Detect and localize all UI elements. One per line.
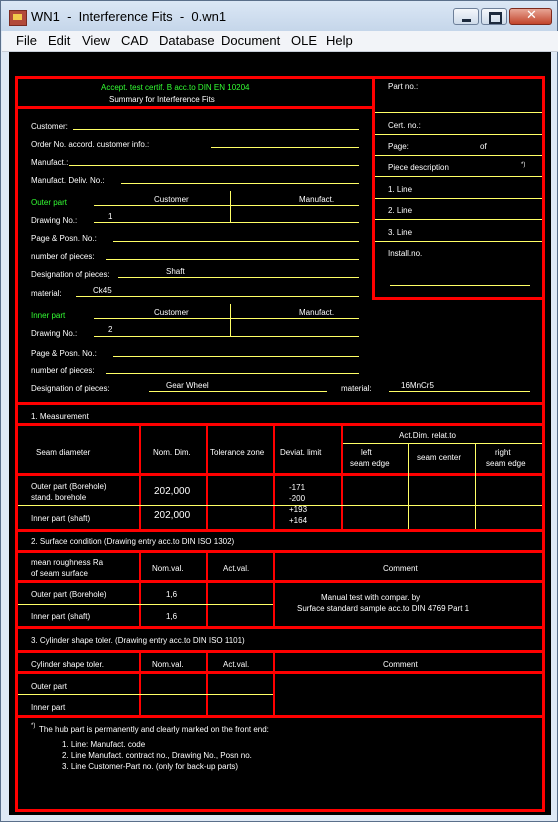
close-icon: ✕: [526, 8, 537, 23]
frame-top: [15, 76, 545, 79]
surf-act-header: Act.val.: [223, 564, 250, 573]
menu-edit[interactable]: Edit: [48, 33, 71, 48]
surf-comment-header: Comment: [383, 564, 418, 573]
surf-col-3: [273, 552, 275, 626]
menu-document[interactable]: Document: [221, 33, 281, 48]
menu-file[interactable]: File: [16, 33, 37, 48]
act-dim-header: Act.Dim. relat.to: [399, 431, 456, 440]
manufact-deliv-label: Manufact. Deliv. No.:: [31, 176, 105, 185]
install-no-line[interactable]: [390, 285, 530, 286]
line3-label: 3. Line: [388, 228, 413, 237]
summary-title: Summary for Interference Fits: [109, 95, 215, 104]
cyl-outer-label: Outer part: [31, 682, 68, 691]
part-no-label: Part no.:: [388, 82, 419, 91]
inner-number-pieces-field[interactable]: [106, 373, 359, 374]
footnote-mark: *): [31, 723, 36, 729]
rp-line-0: [375, 112, 542, 113]
menu-database[interactable]: Database: [159, 33, 215, 48]
meas-col-2: [206, 425, 208, 529]
cyl-nom-header: Nom.val.: [152, 660, 184, 669]
order-no-label: Order No. accord. customer info.:: [31, 140, 150, 149]
outer-part-heading: Outer part: [31, 198, 68, 207]
maximize-button[interactable]: [481, 8, 507, 25]
outer-borehole-label: Outer part (Borehole): [31, 482, 107, 491]
frame-footnote: [15, 715, 545, 718]
outer-designation[interactable]: Shaft: [166, 267, 185, 276]
frame-sec1: [15, 402, 545, 405]
outer-divider: [230, 191, 231, 222]
outer-number-pieces-label: number of pieces:: [31, 252, 95, 261]
frame-right: [542, 76, 545, 812]
manufact-label: Manufact.:: [31, 158, 69, 167]
inner-drawing-no[interactable]: 2: [108, 325, 113, 334]
inner-header-line: [94, 318, 359, 319]
outer-page-posn-field[interactable]: [113, 241, 359, 242]
surf-row-divider: [18, 604, 273, 605]
inner-shaft-label: Inner part (shaft): [31, 514, 91, 523]
inner-dev-upper[interactable]: +193: [289, 505, 308, 514]
measurement-heading: 1. Measurement: [31, 412, 89, 421]
frame-sec3: [15, 626, 545, 629]
surf-comment-2[interactable]: Surface standard sample acc.to DIN 4769 Part 1: [297, 604, 470, 613]
surf-inner-label: Inner part (shaft): [31, 612, 91, 621]
app-icon: [9, 10, 27, 26]
outer-drawing-no-label: Drawing No.:: [31, 216, 78, 225]
rp-line-4: [375, 198, 542, 199]
left-edge-header-1: left: [361, 448, 372, 457]
meas-col-4: [341, 425, 343, 529]
inner-dev-lower[interactable]: +164: [289, 516, 308, 525]
window-title: WN1 - Interference Fits - 0.wn1: [31, 9, 227, 24]
act-dim-underline: [343, 443, 542, 444]
menu-help[interactable]: Help: [326, 33, 353, 48]
inner-designation[interactable]: Gear Wheel: [166, 381, 209, 390]
cylinder-heading: 3. Cylinder shape toler. (Drawing entry acc.to DIN ISO 1101): [31, 636, 245, 645]
frame-sec3-cols: [15, 671, 545, 674]
cyl-row-divider: [18, 694, 273, 695]
outer-header-line: [94, 205, 359, 206]
rp-line-6: [375, 241, 542, 242]
surf-comment-1[interactable]: Manual test with compar. by: [321, 593, 421, 602]
meas-col-5: [408, 443, 409, 529]
outer-page-posn-label: Page & Posn. No.:: [31, 234, 97, 243]
roughness-header-2: of seam surface: [31, 569, 88, 578]
seam-center-header: seam center: [417, 453, 462, 462]
menu-ole[interactable]: OLE: [291, 33, 318, 48]
right-edge-header-2: seam edge: [486, 459, 526, 468]
maximize-icon: [489, 12, 502, 24]
frame-left: [15, 76, 18, 812]
frame-sec2-head: [15, 550, 545, 553]
outer-dev-lower[interactable]: -200: [289, 494, 306, 503]
of-label: of: [480, 142, 487, 151]
outer-designation-label: Designation of pieces:: [31, 270, 110, 279]
rp-line-3: [375, 176, 542, 177]
surf-outer-nom[interactable]: 1,6: [166, 590, 178, 599]
outer-designation-line: [118, 277, 359, 278]
seam-diameter-header: Seam diameter: [36, 448, 91, 457]
line2-label: 2. Line: [388, 206, 413, 215]
cert-header: Accept. test certif. B acc.to DIN EN 10204: [101, 83, 250, 92]
surf-head-bottom: [15, 580, 545, 583]
inner-designation-line: [149, 391, 327, 392]
cyl-col-2: [206, 652, 208, 715]
cyl-inner-label: Inner part: [31, 703, 66, 712]
inner-drawing-no-line: [94, 336, 359, 337]
cyl-col-3: [273, 652, 275, 715]
surf-inner-nom[interactable]: 1,6: [166, 612, 178, 621]
menu-view[interactable]: View: [82, 33, 110, 48]
inner-part-heading: Inner part: [31, 311, 66, 320]
frame-sec2: [15, 529, 545, 532]
cyl-header: Cylinder shape toler.: [31, 660, 104, 669]
right-edge-header-1: right: [495, 448, 511, 457]
surf-nom-header: Nom.val.: [152, 564, 184, 573]
outer-dev-upper[interactable]: -171: [289, 483, 306, 492]
left-edge-header-2: seam edge: [350, 459, 390, 468]
close-button[interactable]: [509, 8, 552, 25]
footnote-item-3: 3. Line Customer-Part no. (only for back-up parts): [62, 762, 239, 771]
minimize-icon: [462, 19, 471, 22]
note-mark: *): [521, 162, 526, 168]
meas-col-6: [475, 443, 476, 529]
frame-header-bottom: [15, 106, 375, 109]
rp-line-5: [375, 219, 542, 220]
meas-col-3: [273, 425, 275, 529]
inner-page-posn-label: Page & Posn. No.:: [31, 349, 97, 358]
inner-material-line: [389, 391, 530, 392]
manufact-field[interactable]: [69, 165, 359, 166]
title-bar[interactable]: [1, 1, 557, 31]
inner-nom-dim[interactable]: 202,000: [154, 510, 191, 521]
rp-line-2: [375, 155, 542, 156]
inner-page-posn-field[interactable]: [113, 356, 359, 357]
outer-drawing-no[interactable]: 1: [108, 212, 113, 221]
inner-col-customer: Customer: [154, 308, 189, 317]
frame-bottom: [15, 809, 545, 812]
outer-material[interactable]: Ck45: [93, 286, 112, 295]
stand-borehole-label: stand. borehole: [31, 493, 87, 502]
surface-heading: 2. Surface condition (Drawing entry acc.to DIN ISO 1302): [31, 537, 235, 546]
order-no-field[interactable]: [211, 147, 359, 148]
inner-number-pieces-label: number of pieces:: [31, 366, 95, 375]
customer-field[interactable]: [73, 129, 359, 130]
menu-cad[interactable]: CAD: [121, 33, 149, 48]
outer-number-pieces-field[interactable]: [106, 259, 359, 260]
cyl-col-1: [139, 652, 141, 715]
nom-dim-header: Nom. Dim.: [153, 448, 191, 457]
surf-col-1: [139, 552, 141, 626]
outer-material-label: material:: [31, 289, 62, 298]
roughness-header-1: mean roughness Ra: [31, 558, 104, 567]
inner-drawing-no-label: Drawing No.:: [31, 329, 78, 338]
piece-description-label: Piece description: [388, 163, 449, 172]
frame-sec3-head: [15, 650, 545, 653]
frame-sec1-head: [15, 423, 545, 426]
manufact-deliv-field[interactable]: [121, 183, 359, 184]
inner-material-label: material:: [341, 384, 372, 393]
cert-no-label: Cert. no.:: [388, 121, 421, 130]
meas-head-bottom: [15, 473, 545, 476]
frame-right-panel-left: [372, 76, 375, 300]
menu-bar: [2, 31, 558, 52]
rp-line-1: [375, 134, 542, 135]
customer-label: Customer:: [31, 122, 68, 131]
install-no-label: Install.no.: [388, 249, 423, 258]
document-canvas[interactable]: [9, 52, 551, 815]
footnote-item-2: 2. Line Manufact. contract no., Drawing No., Posn no.: [62, 751, 252, 760]
minimize-button[interactable]: [453, 8, 479, 25]
inner-material[interactable]: 16MnCr5: [401, 381, 434, 390]
footnote-item-1: 1. Line: Manufact. code: [62, 740, 146, 749]
cyl-comment-header: Comment: [383, 660, 418, 669]
outer-col-manufact: Manufact.: [299, 195, 335, 204]
surf-col-2: [206, 552, 208, 626]
cyl-act-header: Act.val.: [223, 660, 250, 669]
outer-nom-dim[interactable]: 202,000: [154, 486, 191, 497]
outer-col-customer: Customer: [154, 195, 189, 204]
outer-material-line: [76, 296, 359, 297]
footnote-text: The hub part is permanently and clearly marked on the front end:: [39, 725, 269, 734]
page-label: Page:: [388, 142, 409, 151]
surf-outer-label: Outer part (Borehole): [31, 590, 107, 599]
inner-divider: [230, 304, 231, 336]
meas-row-divider: [18, 505, 542, 506]
line1-label: 1. Line: [388, 185, 413, 194]
frame-right-panel-bottom: [372, 297, 545, 300]
meas-col-1: [139, 425, 141, 529]
deviat-limit-header: Deviat. limit: [280, 448, 322, 457]
tolerance-zone-header: Tolerance zone: [210, 448, 265, 457]
inner-designation-label: Designation of pieces:: [31, 384, 110, 393]
inner-col-manufact: Manufact.: [299, 308, 335, 317]
outer-drawing-no-line: [94, 222, 359, 223]
